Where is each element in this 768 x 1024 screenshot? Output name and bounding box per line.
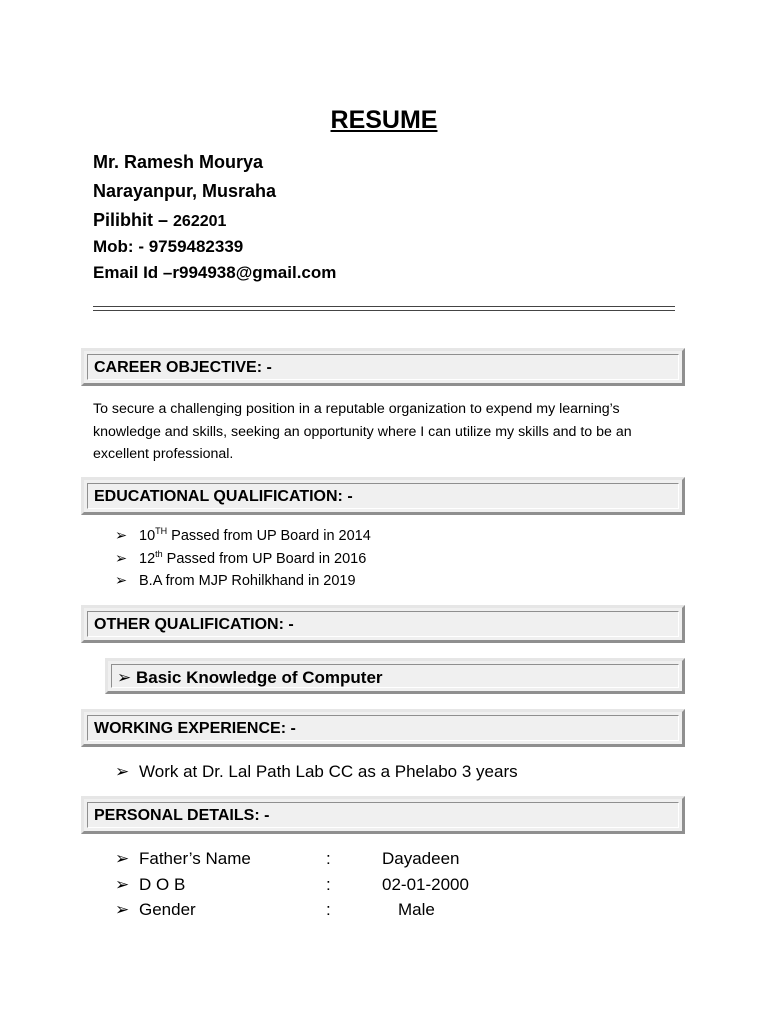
personal-detail-row [115, 900, 535, 924]
education-item: ➢ B.A from MJP Rohilkhand in 2019 [115, 573, 356, 589]
resume-title: RESUME [330, 106, 438, 134]
email-label: Email Id – [93, 263, 173, 282]
city: Pilibhit [93, 210, 153, 230]
section-heading: EDUCATIONAL QUALIFICATION: - [94, 488, 353, 505]
bullet-arrow-icon: ➢ [117, 668, 132, 687]
education-item: ➢ 10TH Passed from UP Board in 2014 [115, 526, 371, 544]
email-address[interactable]: r994938@gmail.com [172, 263, 337, 282]
section-education [81, 477, 685, 515]
bullet-arrow-icon: ➢ [115, 849, 130, 868]
detail-field: Father’s Name [139, 849, 251, 868]
detail-value: Dayadeen [382, 849, 460, 868]
header-divider-bottom [93, 310, 675, 311]
section-personal-details [81, 796, 685, 834]
email-line [93, 263, 336, 283]
detail-separator: : [326, 875, 331, 894]
bullet-arrow-icon: ➢ [115, 551, 128, 567]
detail-field: D O B [139, 875, 186, 894]
section-working-experience [81, 709, 685, 747]
mobile-line [93, 237, 243, 257]
other-qualification-item: ➢ Basic Knowledge of Computer [117, 668, 383, 687]
bullet-arrow-icon: ➢ [115, 900, 130, 919]
detail-value: Male [398, 900, 435, 919]
personal-detail-row [115, 849, 535, 873]
other-qualification-box [105, 658, 685, 694]
bullet-arrow-icon: ➢ [115, 762, 130, 781]
detail-value: 02-01-2000 [382, 875, 469, 894]
section-heading: WORKING EXPERIENCE: - [94, 720, 296, 737]
address-line: Narayanpur, Musraha [93, 181, 277, 201]
header-divider-top [93, 306, 675, 307]
section-heading: PERSONAL DETAILS: - [94, 807, 270, 824]
section-other-qualification [81, 605, 685, 643]
mobile-label: Mob: - [93, 237, 149, 256]
mobile-number: 9759482339 [148, 237, 244, 256]
experience-item: ➢ Work at Dr. Lal Path Lab CC as a Phelabo 3 years [115, 762, 518, 781]
section-heading: CAREER OBJECTIVE: - [94, 359, 272, 376]
bullet-arrow-icon: ➢ [115, 528, 128, 544]
detail-separator: : [326, 849, 331, 868]
pincode: 262201 [173, 213, 227, 230]
city-pincode [93, 210, 226, 231]
section-heading: OTHER QUALIFICATION: - [94, 616, 294, 633]
personal-detail-row [115, 875, 535, 899]
bullet-arrow-icon: ➢ [115, 573, 128, 589]
bullet-arrow-icon: ➢ [115, 875, 130, 894]
detail-field: Gender [139, 900, 196, 919]
education-item: ➢ 12th Passed from UP Board in 2016 [115, 549, 367, 567]
career-objective-text: To secure a challenging position in a reputable organization to expend my learning’s knowledge and skills, seeking an opportunity where I can utilize my skills and to be an excellent professional. [93, 401, 632, 462]
section-career-objective [81, 348, 685, 386]
detail-separator: : [326, 900, 331, 919]
city-separator: – [153, 210, 174, 230]
candidate-name: Mr. Ramesh Mourya [93, 152, 264, 172]
